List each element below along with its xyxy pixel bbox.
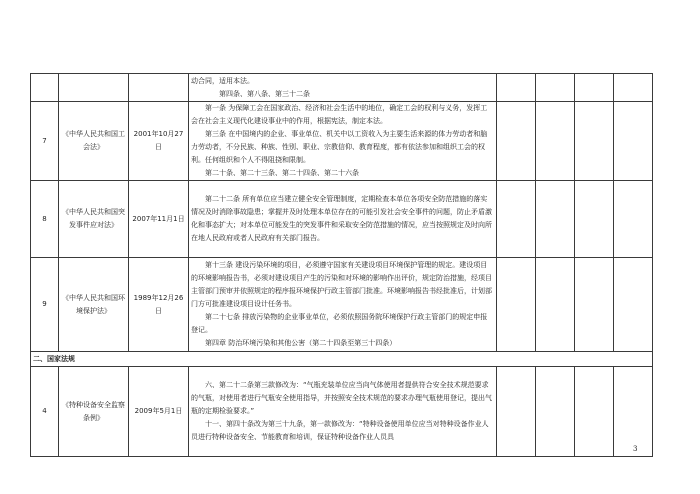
empty-cell <box>614 367 653 457</box>
empty-cell <box>536 258 575 352</box>
section-header-row <box>31 352 653 367</box>
row-number: 7 <box>31 102 59 181</box>
row-number: 8 <box>31 181 59 258</box>
row-number <box>31 74 59 102</box>
applicable-clauses <box>189 258 497 352</box>
regulation-name: 《中华人民共和国环境保护法》 <box>59 258 129 352</box>
empty-cell <box>575 258 614 352</box>
empty-cell <box>575 367 614 457</box>
empty-cell <box>497 181 536 258</box>
clause-text: 第四章 防治环境污染和其他公害（第二十四条至第三十四条） <box>205 339 397 347</box>
empty-cell <box>575 102 614 181</box>
table-row <box>31 258 653 352</box>
regulation-name <box>59 74 129 102</box>
row-number: 9 <box>31 258 59 352</box>
clause-text: 十一、第四十条改为第三十九条，第一款修改为：“特种设备使用单位应当对特种设备作业人员进行特种设备安全、节能教育和培训，保证特种设备作业人员具 <box>191 420 489 441</box>
regulations-table <box>30 73 653 457</box>
clause-text: 第一条 为保障工会在国家政治、经济和社会生活中的地位，确定工会的权利与义务，发挥工会在社会主义现代化建设事业中的作用，根据宪法，制定本法。 <box>191 104 488 125</box>
empty-cell <box>614 181 653 258</box>
applicable-clauses <box>189 102 497 181</box>
table-row <box>31 367 653 457</box>
clause-text: 第十三条 建设污染环境的项目，必须遵守国家有关建设项目环境保护管理的规定。建设项目的环境影响报告书，必须对建设项目产生的污染和对环境的影响作出评价，规定防治措施，经项目主管部门预审并依照规定的程序报环境保护行政主管部门批准。环境影响报告书经批准后，计划部门方可批准建设项目设计任务书。 <box>191 261 492 308</box>
effective-date: 2001年10月27日 <box>129 102 189 181</box>
clause-text: 第二十条、第二十三条、第二十四条、第二十六条 <box>205 169 359 177</box>
section-title: 二、国家法规 <box>31 352 653 367</box>
row-number: 4 <box>31 367 59 457</box>
empty-cell <box>575 181 614 258</box>
empty-cell <box>536 74 575 102</box>
empty-cell <box>536 181 575 258</box>
page-number: 3 <box>633 445 638 453</box>
clause-text: 六、第二十二条第三款修改为：“气瓶充装单位应当向气体使用者提供符合安全技术规范要求的气瓶，对使用者进行气瓶安全使用指导，并按照安全技术规范的要求办理气瓶使用登记，提出气瓶的定期检验要求。” <box>191 381 492 415</box>
table-row <box>31 181 653 258</box>
empty-cell <box>497 74 536 102</box>
applicable-clauses <box>189 74 497 102</box>
regulation-name: 《中华人民共和国工会法》 <box>59 102 129 181</box>
empty-cell <box>497 367 536 457</box>
clause-text: 第四条、第八条、第三十二条 <box>219 89 310 98</box>
table-row <box>31 74 653 102</box>
clause-text: 动合同，适用本法。 <box>191 76 254 85</box>
effective-date <box>129 74 189 102</box>
empty-cell <box>536 102 575 181</box>
empty-cell <box>497 102 536 181</box>
applicable-clauses <box>189 367 497 457</box>
empty-cell <box>536 367 575 457</box>
regulation-name: 《中华人民共和国突发事件应对法》 <box>59 181 129 258</box>
table-row <box>31 102 653 181</box>
effective-date: 2007年11月1日 <box>129 181 189 258</box>
empty-cell <box>614 74 653 102</box>
effective-date: 1989年12月26日 <box>129 258 189 352</box>
applicable-clauses <box>189 181 497 258</box>
empty-cell <box>614 102 653 181</box>
empty-cell <box>575 74 614 102</box>
empty-cell <box>614 258 653 352</box>
empty-cell <box>497 258 536 352</box>
effective-date: 2009年5月1日 <box>129 367 189 457</box>
clause-text: 第二十七条 排放污染物的企业事业单位，必须依照国务院环境保护行政主管部门的规定申报登记。 <box>191 313 488 334</box>
regulation-name: 《特种设备安全监察条例》 <box>59 367 129 457</box>
clause-text: 第三条 在中国境内的企业、事业单位、机关中以工资收入为主要生活来源的体力劳动者和脑力劳动者，不分民族、种族、性别、职业、宗教信仰、教育程度，都有依法参加和组织工会的权利。任何组织和个人不得阻挠和限制。 <box>191 130 488 164</box>
clause-text: 第二十二条 所有单位应当建立健全安全管理制度，定期检查本单位各项安全防范措施的落实情况及时消除事故隐患；掌握并及时处理本单位存在的可能引发社会安全事件的问题，防止矛盾激化和事态扩大；对本单位可能发生的突发事件和采取安全防范措施的情况，应当按照规定及时向所在地人民政府或者人民政府有关部门报告。 <box>191 195 492 242</box>
